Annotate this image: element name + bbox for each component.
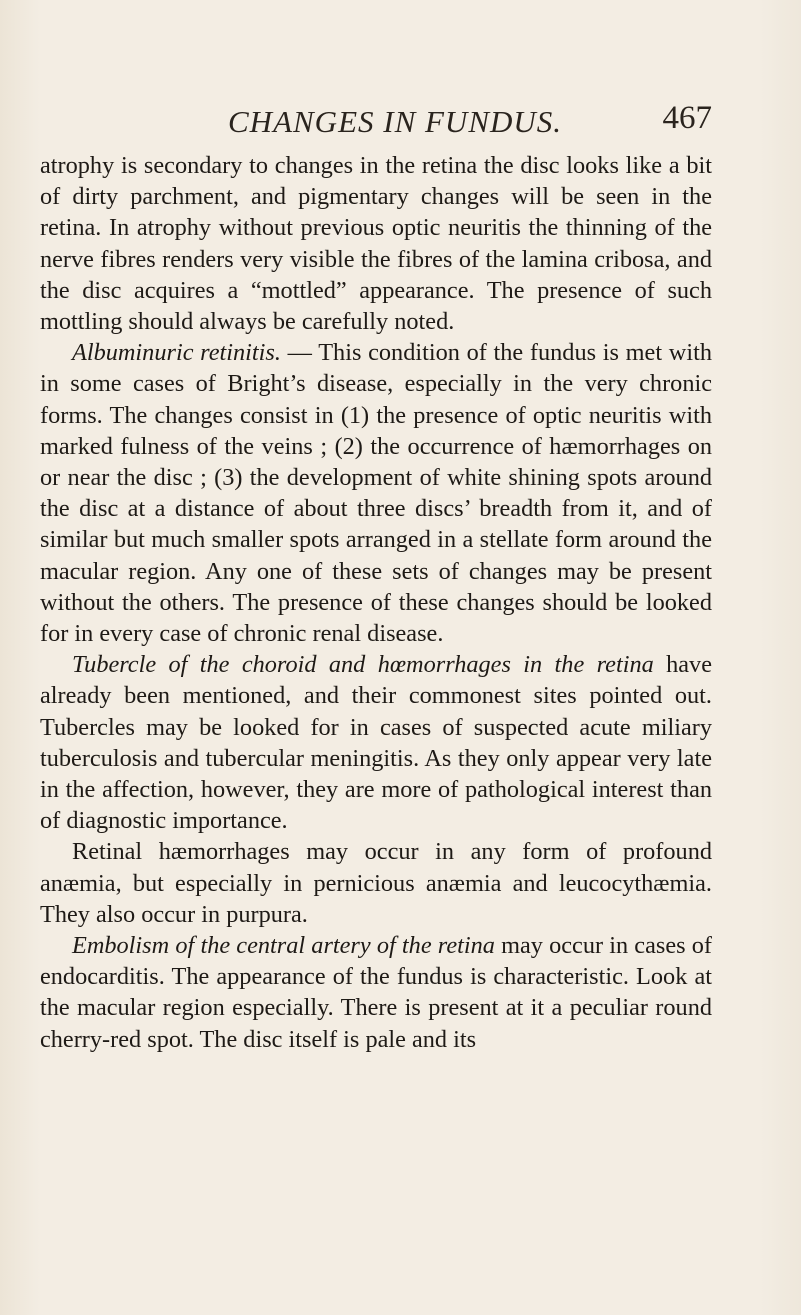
- italic-heading: Embolism of the central artery of the retina: [72, 932, 495, 960]
- body-text: [40, 150, 712, 1055]
- paragraph-atrophy: [40, 150, 712, 337]
- paragraph-tubercle-choroid: [40, 649, 712, 836]
- paragraph-text: — This condition of the fundus is met with in some cases of Bright’s disease, especially in the very chronic forms. The changes consist in (1) the presence of optic neuritis with marked fulness of the veins ; (2) the occurrence of hæmorrhages on or near the disc ; (3) the development of white shining spots around the disc at a distance of about three discs’ breadth from it, and of similar but much smaller spots arranged in a stellate form around the macular region. Any one of these sets of changes may be present without the others. The presence of these changes should be looked for in every case of chronic renal disease.: [40, 339, 712, 648]
- paragraph-text: Retinal hæmorrhages may occur in any form of profound anæmia, but especially in pernicious anæmia and leucocythæmia. They also occur in purpura.: [40, 838, 712, 928]
- running-head: [228, 100, 712, 144]
- paragraph-text: have already been mentioned, and their commonest sites pointed out. Tubercles may be looked for in cases of suspected acute miliary tuberculosis and tubercular meningitis. As they only appear very late in the affection, however, they are more of pathological interest than of diagnostic importance.: [40, 651, 712, 835]
- paragraph-text: may occur in cases of endocarditis. The appearance of the fundus is characteristic. Look at the macular region especially. There is present at it a peculiar round cherry-red spot. The disc itself is pale and its: [40, 932, 712, 1053]
- italic-heading: Albuminuric retinitis.: [72, 339, 281, 367]
- paragraph-retinal-haemorrhages: [40, 836, 712, 930]
- paragraph-embolism: [40, 930, 712, 1055]
- page-number: 467: [662, 100, 712, 136]
- paragraph-text: atrophy is secondary to changes in the retina the disc looks like a bit of dirty parchment, and pigmentary changes will be seen in the retina. In atrophy without previous optic neuritis the thinning of the nerve fibres renders very visible the fibres of the lamina cribosa, and the disc acquires a “mottled” appearance. The presence of such mottling should always be carefully noted.: [40, 152, 712, 336]
- paragraph-albuminuric-retinitis: [40, 337, 712, 649]
- italic-heading: Tubercle of the choroid and hœmorrhages in the retina: [72, 651, 654, 679]
- running-title: CHANGES IN FUNDUS.: [228, 104, 563, 139]
